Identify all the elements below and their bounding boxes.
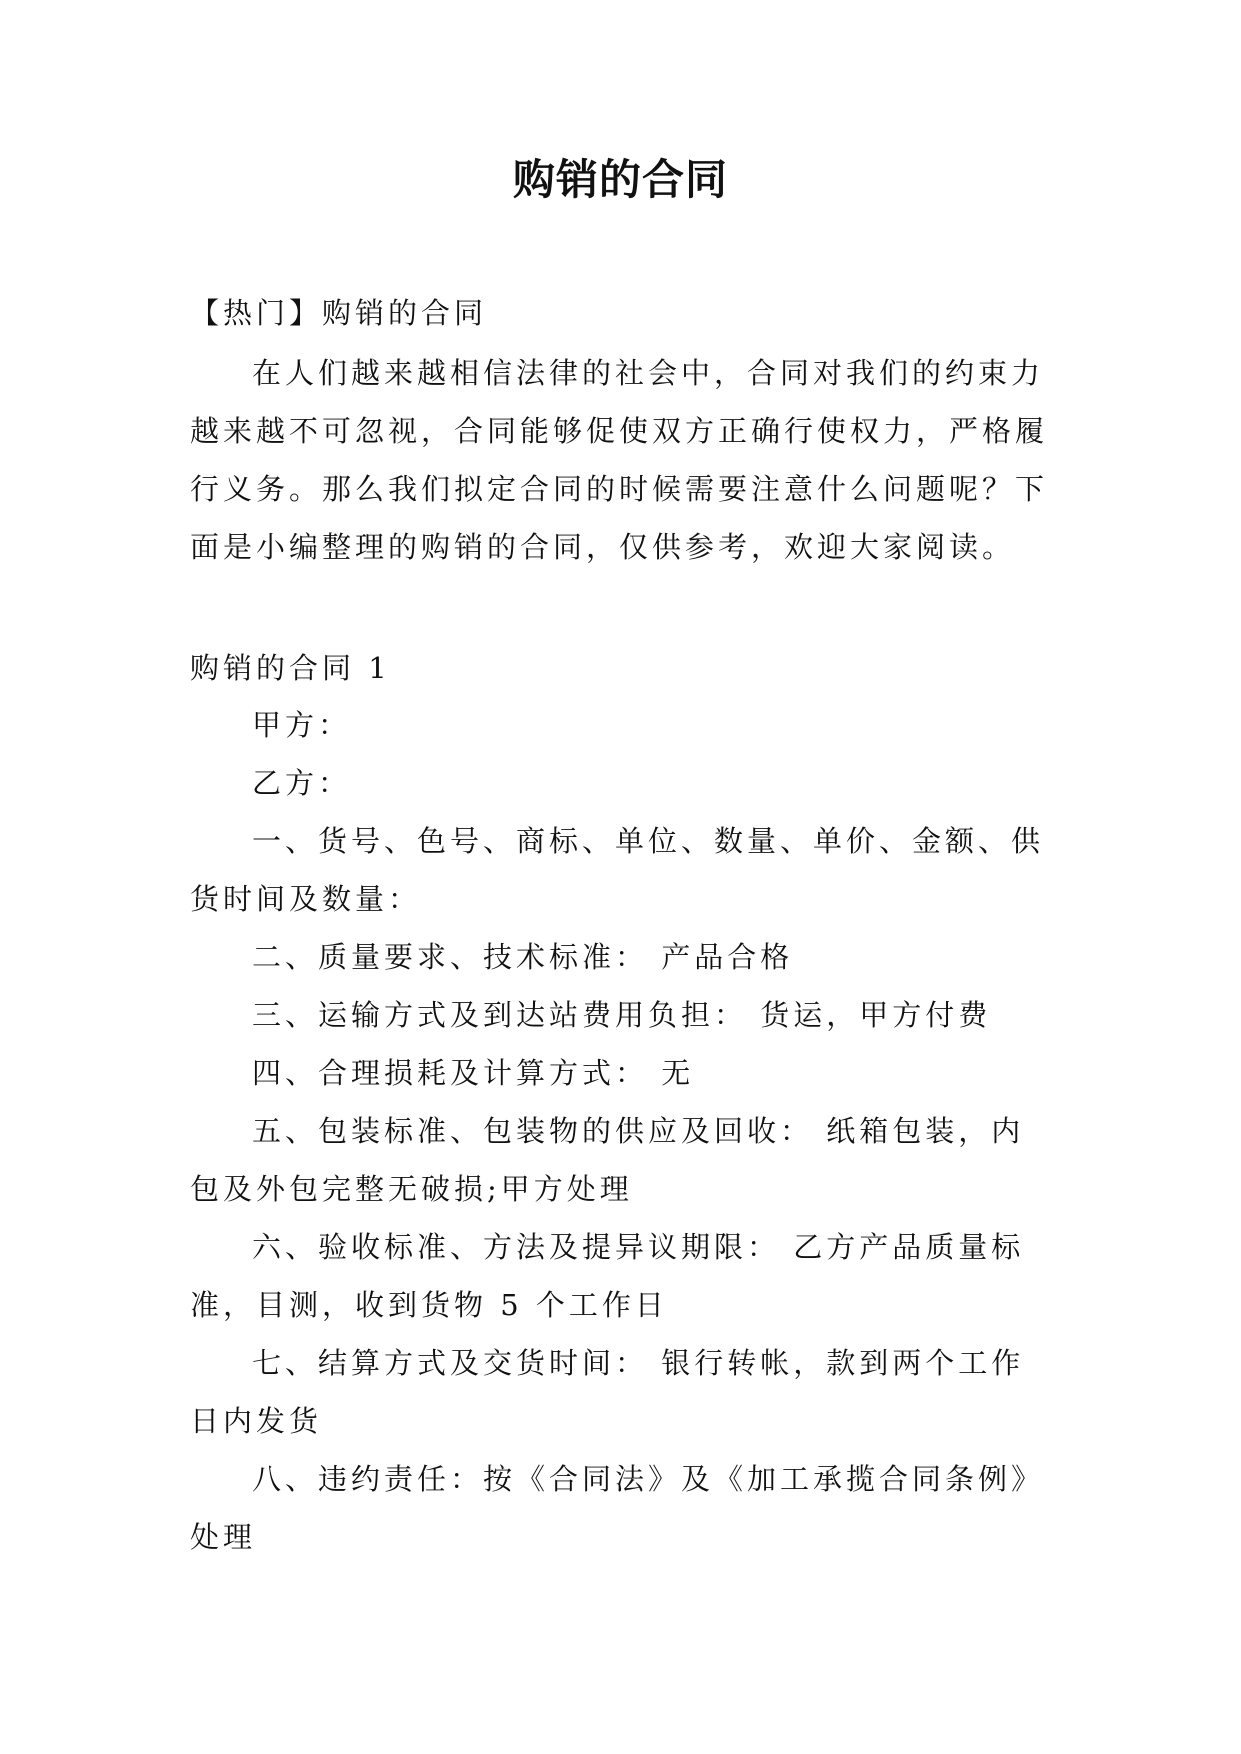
intro-paragraph: 在人们越来越相信法律的社会中，合同对我们的约束力越来越不可忽视，合同能够促使双方正确行使权力，严格履行义务。那么我们拟定合同的时候需要注意什么问题呢？下面是小编整理的购销的合同，仅供参考，欢迎大家阅读。 <box>190 356 1049 564</box>
tag-line: 【热门】购销的合同 <box>190 296 488 330</box>
clause-item: 四、合理损耗及计算方式： 无 <box>252 1056 695 1090</box>
party-b-line: 乙方： <box>252 766 352 800</box>
clause-item: 一、货号、色号、商标、单位、数量、单价、金额、供货时间及数量： <box>190 824 1045 916</box>
section-title: 购销的合同 1 <box>190 651 391 685</box>
clause-item: 三、运输方式及到达站费用负担： 货运，甲方付费 <box>252 998 992 1032</box>
clause-item: 七、结算方式及交货时间： 银行转帐，款到两个工作日内发货 <box>190 1346 1025 1438</box>
clause-item: 二、质量要求、技术标准： 产品合格 <box>252 940 794 974</box>
document-title: 购销的合同 <box>512 155 728 204</box>
clause-list <box>190 696 1050 1566</box>
clause-item: 六、验收标准、方法及提异议期限： 乙方产品质量标准，目测，收到货物 5 个工作日 <box>190 1230 1025 1322</box>
clause-item: 八、违约责任：按《合同法》及《加工承揽合同条例》处理 <box>190 1462 1045 1554</box>
clause-item: 五、包装标准、包装物的供应及回收： 纸箱包装，内包及外包完整无破损;甲方处理 <box>190 1114 1025 1206</box>
party-a-line: 甲方： <box>252 708 352 742</box>
